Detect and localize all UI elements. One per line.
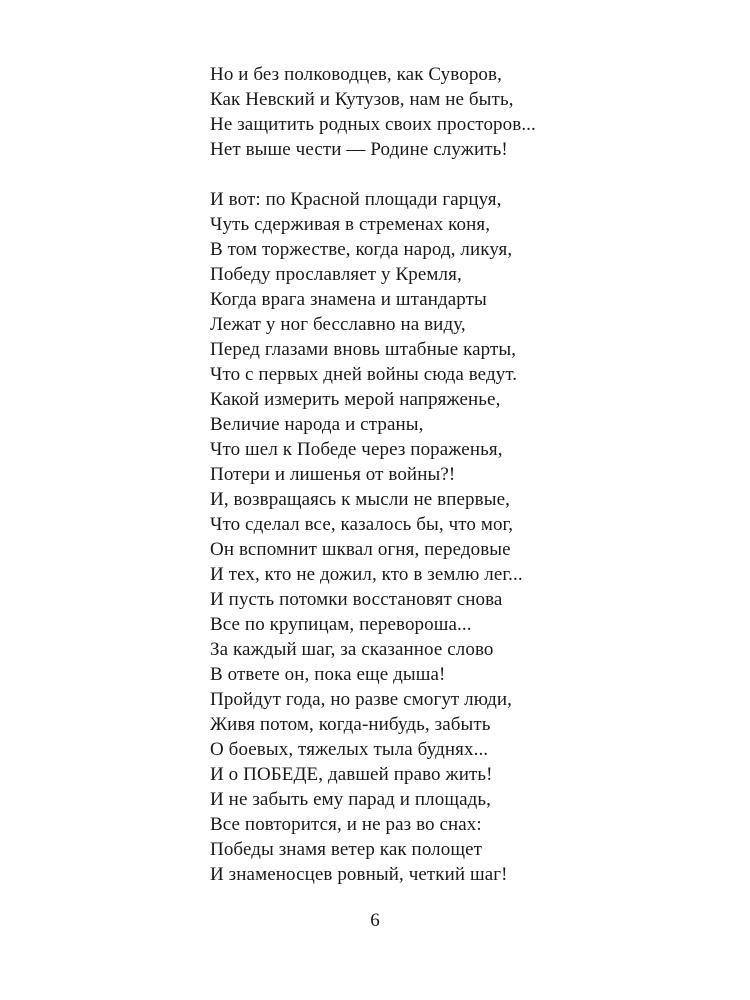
poem-line: Победу прославляет у Кремля, [210,264,462,285]
poem-line: В ответе он, пока еще дыша! [210,664,446,685]
poem-line: Когда врага знамена и штандарты [210,289,487,310]
poem-line: И не забыть ему парад и площадь, [210,789,491,810]
page-number: 6 [370,910,380,931]
poem-line: Как Невский и Кутузов, нам не быть, [210,89,514,110]
poem-line: И, возвращаясь к мысли не впервые, [210,489,510,510]
poem-line: Перед глазами вновь штабные карты, [210,339,517,360]
poem-line: Что шел к Победе через пораженья, [210,439,503,460]
poem-line: Но и без полководцев, как Суворов, [210,64,502,85]
poem-line: Пройдут года, но разве смогут люди, [210,689,512,710]
poem-line: Величие народа и страны, [210,414,424,435]
poem-line: Что сделал все, казалось бы, что мог, [210,514,514,535]
poem-line: И вот: по Красной площади гарцуя, [210,189,502,210]
poem-line: Все повторится, и не раз во снах: [210,814,482,835]
poem-line: Он вспомнит шквал огня, передовые [210,539,511,560]
poem-line: Какой измерить мерой напряженье, [210,389,501,410]
poem-line: И пусть потомки восстановят снова [210,589,503,610]
poem-line: И тех, кто не дожил, кто в землю лег... [210,564,523,585]
poem-line: Победы знамя ветер как полощет [210,839,483,860]
poem-line: Лежат у ног бесславно на виду, [210,314,466,335]
poem-line: Все по крупицам, перевороша... [210,614,472,635]
stanza-1 [210,62,670,162]
poem-line: Не защитить родных своих просторов... [210,114,536,135]
poem-line: И о ПОБЕДЕ, давшей право жить! [210,764,493,785]
poem-line: Нет выше чести — Родине служить! [210,139,508,160]
poem-line: За каждый шаг, за сказанное слово [210,639,494,660]
poem-line: И знаменосцев ровный, четкий шаг! [210,864,508,885]
poem-line: Потери и лишенья от войны?! [210,464,456,485]
stanza-2 [210,187,670,887]
poem [210,62,670,887]
poem-line: О боевых, тяжелых тыла буднях... [210,739,489,760]
poem-line: Чуть сдерживая в стременах коня, [210,214,491,235]
poem-line: Живя потом, когда-нибудь, забыть [210,714,491,735]
poem-line: Что с первых дней войны сюда ведут. [210,364,518,385]
poem-line: В том торжестве, когда народ, ликуя, [210,239,513,260]
